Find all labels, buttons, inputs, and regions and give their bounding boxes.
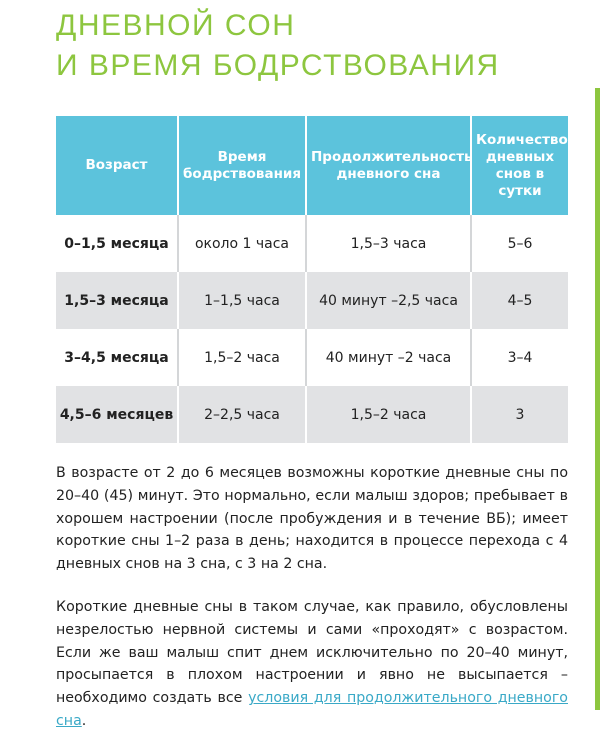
cell-nap-count: 5–6 xyxy=(507,235,533,252)
table-row xyxy=(56,329,568,386)
cell-awake-time: 2–2,5 часа xyxy=(178,386,306,443)
cell-nap-count: 3 xyxy=(471,386,568,443)
paragraph-short-naps: В возрасте от 2 до 6 месяцев возможны короткие дневные сны по 20–40 (45) минут. Это нормально, если малыш здоров; пребывает в хорошем настроении (после пробуждения и в течение ВБ); имеет короткие сны 1–2 раза в день; находится в процессе перехода с 4 дневных снов на 3 сна, с 3 на 2 сна. xyxy=(56,465,568,573)
table-row xyxy=(56,386,568,443)
header-awake-time: Время бодрствования xyxy=(178,116,306,215)
cell-awake-time: 1,5–2 часа xyxy=(178,329,306,386)
cell-age: 4,5–6 месяцев xyxy=(56,386,178,443)
cell-age: 3–4,5 месяца xyxy=(56,329,178,386)
header-nap-duration: Продолжительность дневного сна xyxy=(306,116,471,215)
cell-nap-duration: 40 минут –2 часа xyxy=(306,329,471,386)
table-header-row xyxy=(56,116,568,215)
cell-nap-duration: 40 минут –2,5 часа xyxy=(306,272,471,329)
cell-awake-time: 1–1,5 часа xyxy=(178,272,306,329)
cell-awake-time: около 1 часа xyxy=(178,215,306,272)
paragraph-nervous-system xyxy=(56,596,568,733)
cell-nap-count: 4–5 xyxy=(471,272,568,329)
side-accent-bar xyxy=(595,88,600,710)
paragraph-text: Короткие дневные сны в таком случае, как правило, обусловлены незрелостью нервной системы и сами «проходят» с возрастом. Если же ваш малыш спит днем исключительно по 20–40 минут, просыпается в плохом настроении и явно не высыпается – необходимо создать все xyxy=(56,599,568,707)
cell-nap-duration: 1,5–2 часа xyxy=(306,386,471,443)
paragraph-end: . xyxy=(81,712,87,729)
sleep-schedule-table xyxy=(56,116,568,443)
long-nap-conditions-link[interactable]: условия для продолжительного дневного сна xyxy=(56,690,568,729)
table-row xyxy=(56,272,568,329)
cell-nap-count: 3–4 xyxy=(507,349,533,366)
cell-age: 0–1,5 месяца xyxy=(56,215,178,272)
header-nap-count: Количество дневных снов в сутки xyxy=(471,116,568,215)
cell-nap-duration: 1,5–3 часа xyxy=(306,215,471,272)
page-title-line-2: И ВРЕМЯ БОДРСТВОВАНИЯ xyxy=(56,49,500,82)
table-row xyxy=(56,215,568,272)
cell-age: 1,5–3 месяца xyxy=(56,272,178,329)
page-title-line-1: ДНЕВНОЙ СОН xyxy=(56,9,296,42)
header-age: Возраст xyxy=(56,116,178,215)
page-title xyxy=(56,6,500,86)
